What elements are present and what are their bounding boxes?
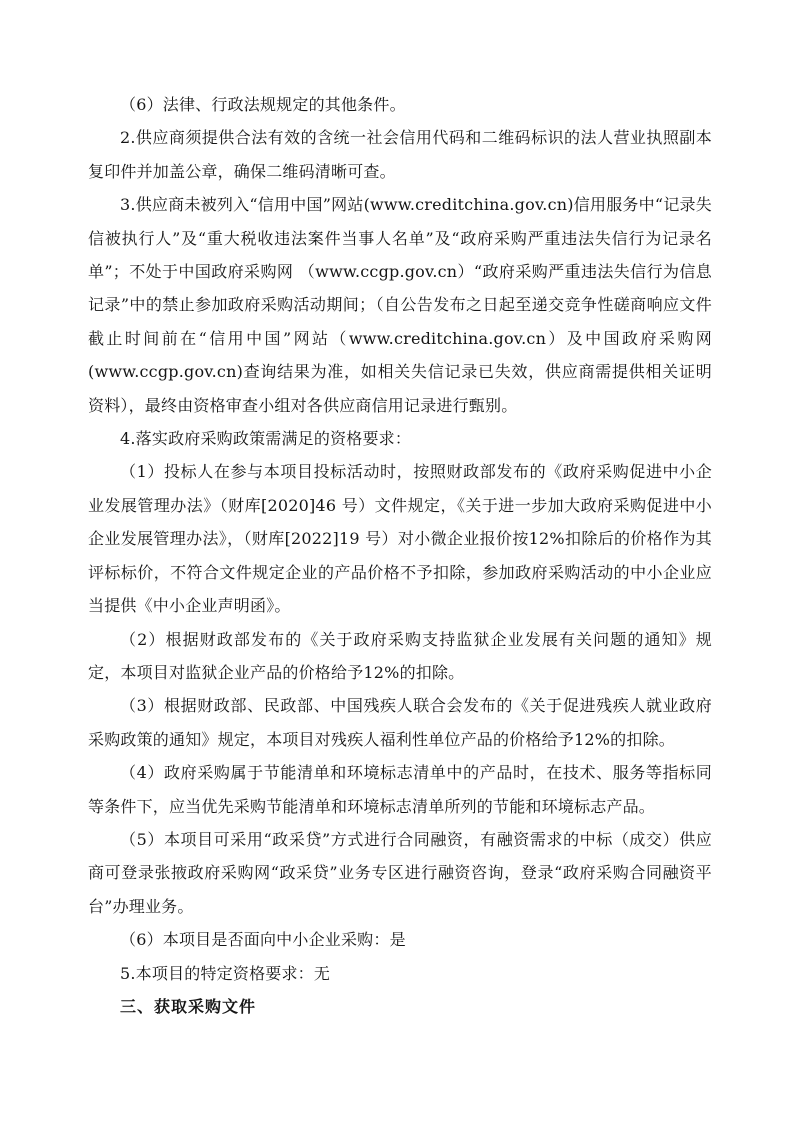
document-body (88, 88, 712, 1023)
body-paragraph: （1）投标人在参与本项目投标活动时，按照财政部发布的《政府采购促进中小企业发展管理办法》（财库[2020]46 号）文件规定，《关于进一步加大政府采购促进中小企业发展管理办法》，（财库[2022]19 号）对小微企业报价按12%扣除后的价格作为其评标标价，不符合文件规定企业的产品价格不予扣除，参加政府采购活动的中小企业应当提供《中小企业声明函》。 (88, 462, 712, 616)
section-heading: 三、获取采购文件 (120, 996, 257, 1016)
body-paragraph: （5）本项目可采用“政采贷”方式进行合同融资，有融资需求的中标（成交）供应商可登录张掖政府采购网“政采贷”业务专区进行融资咨询，登录“政府采购合同融资平台”办理业务。 (88, 829, 712, 916)
body-paragraph: 2.供应商须提供合法有效的含统一社会信用代码和二维码标识的法人营业执照副本复印件并加盖公章，确保二维码清晰可查。 (88, 128, 712, 181)
body-paragraph: 3.供应商未被列入“信用中国”网站(www.creditchina.gov.cn)信用服务中“记录失信被执行人”及“重大税收违法案件当事人名单”及“政府采购严重违法失信行为记录名单”；不处于中国政府采购网 （www.ccgp.gov.cn）“政府采购严重违法失信行为信息记录”中的禁止参加政府采购活动期间；（自公告发布之日起至递交竞争性磋商响应文件截止时间前在“信用中国”网站（www.creditchina.gov.cn）及中国政府采购网(www.ccgp.gov.cn)查询结果为准，如相关失信记录已失效，供应商需提供相关证明资料），最终由资格审查小组对各供应商信用记录进行甄别。 (88, 195, 712, 415)
body-paragraph: 4.落实政府采购政策需满足的资格要求： (120, 429, 412, 449)
body-paragraph: （6）法律、行政法规规定的其他条件。 (120, 95, 406, 114)
body-paragraph: （6）本项目是否面向中小企业采购：是 (120, 930, 406, 950)
body-paragraph: （2）根据财政部发布的《关于政府采购支持监狱企业发展有关问题的通知》规定，本项目对监狱企业产品的价格给予12%的扣除。 (88, 629, 712, 682)
body-paragraph: （3）根据财政部、民政部、中国残疾人联合会发布的《关于促进残疾人就业政府采购政策的通知》规定，本项目对残疾人福利性单位产品的价格给予12%的扣除。 (88, 696, 712, 749)
body-paragraph: （4）政府采购属于节能清单和环境标志清单中的产品时，在技术、服务等指标同等条件下，应当优先采购节能清单和环境标志清单所列的节能和环境标志产品。 (88, 763, 712, 816)
body-paragraph: 5.本项目的特定资格要求：无 (120, 963, 331, 983)
